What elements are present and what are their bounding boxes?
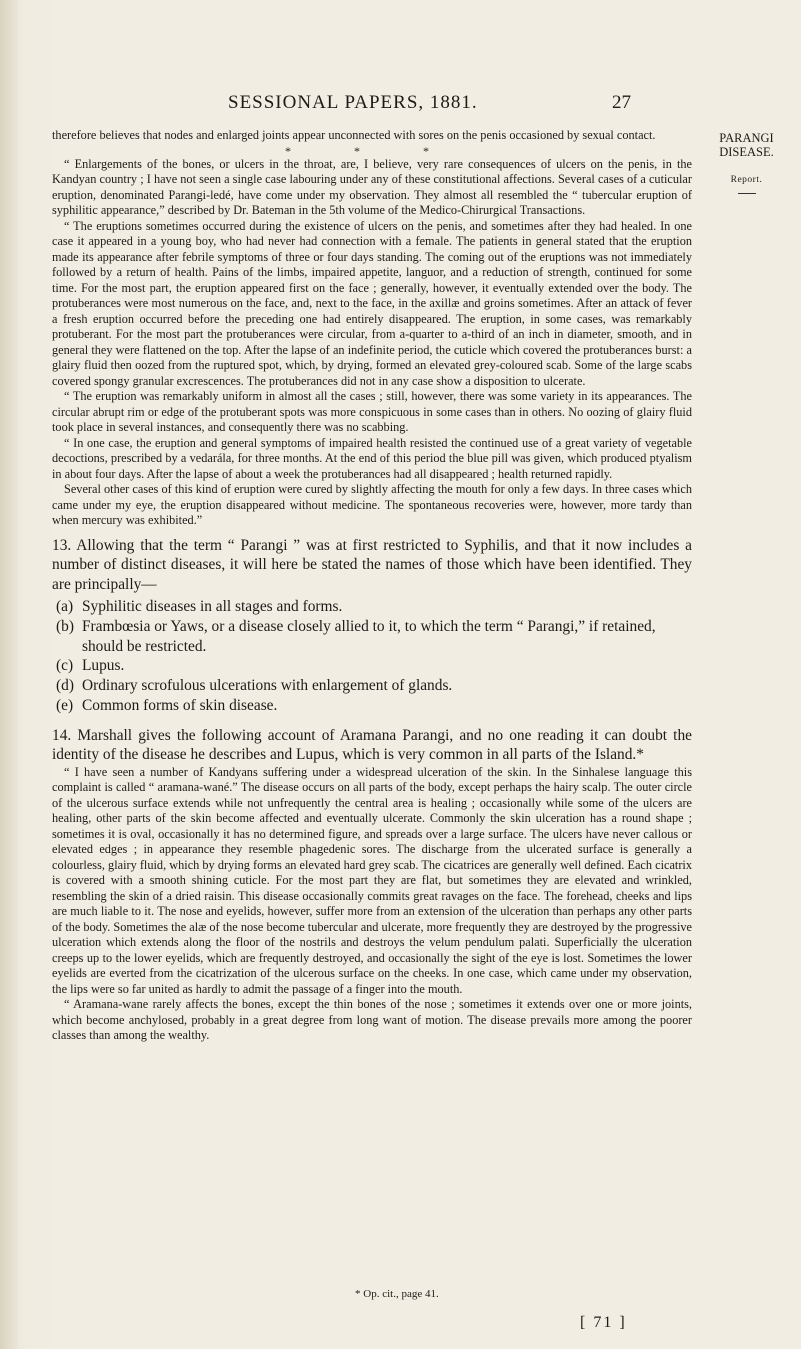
list-item: [56, 676, 692, 696]
list-item: [56, 597, 692, 617]
quote1-paragraph-1: therefore believes that nodes and enlarged joints appear unconnected with sores on the penis occasioned by sexual contact.: [52, 128, 656, 142]
list-item-text: Common forms of skin disease.: [82, 696, 278, 714]
section-14: [52, 726, 692, 765]
quote1-paragraph-4: “ The eruption was remarkably uniform in almost all the cases ; still, however, there was some variety in its appearances. The circular abrupt rim or edge of the protuberant spots was more conspicuous in some cases than in others. No oozing of glairy fluid took place in several instances, and consequently there was no scabbing.: [52, 389, 692, 434]
list-item-label: (a): [56, 598, 74, 615]
margin-note-line1: PARANGI: [719, 131, 774, 145]
list-item: [56, 696, 692, 716]
quote2-paragraph-1: “ I have seen a number of Kandyans suffering under a widespread ulceration of the skin. In the Sinhalese language this complaint is called “ aramana-wané.” The disease occurs on all parts of the body, except perhaps the hairy scalp. The outer circle of the ulcerous surface extends while not unfrequently the central area is healing ; occasionally while some of the ulcers are healing, other parts of the skin become affected and eventually ulcerate. Commonly the skin ulceration has a round shape ; sometimes it is oval, occasionally it has no determined figure, and spreads over a large surface. The ulcers have never callous or elevated edges ; in appearance they resemble phagedenic sores. The discharge from the ulcerated surface is generally a colourless, glairy fluid, which by drying forms an elevated hard grey scab. The cicatrices are generally well defined. Each cicatrix is covered with a smooth shining cuticle. For the most part they are flat, but sometimes they are elevated and wrinkled, resembling the skin of a dried raisin. This disease occasionally commits great ravages on the face. The forehead, cheeks and lips are much liable to it. The nose and eyelids, however, suffer more from an extension of the ulceration than perhaps any other parts of the body. Sometimes the alæ of the nose become tubercular and ulcerate, more frequently they are destroyed by the progressive ulceration which extends along the floor of the nostrils and destroys the velum pendulum palati. Superficially the ulceration creeps up to the lower eyelids, which are frequently destroyed, and occasionally the sight of the eye is lost. Sometimes the lower eyelids are everted from the cicatrization of the ulcerous surface on the cheeks. In one case, which came under my observation, the lips were so far united as hardly to admit the passage of a finger into the mouth.: [52, 764, 692, 996]
list-item: [56, 617, 692, 657]
list-item-text: Frambœsia or Yaws, or a disease closely allied to it, to which the term “ Parangi,” if retained, should be restricted.: [82, 617, 656, 655]
running-header: [0, 92, 801, 116]
binding-gutter: [0, 0, 18, 1349]
quote1-paragraph-3: “ The eruptions sometimes occurred during the existence of ulcers on the penis, and sometimes after they had healed. In one case it appeared in a young boy, who had never had connection with a female. The patients in general stated that the eruption made its appearance after febrile symptoms of three or four days standing. The coming out of the eruptions was not immediately followed by a return of health. Pains of the limbs, impaired appetite, languor, and a reduction of strength, continued for some time. For the most part, the eruption appeared first on the face ; generally, however, it eventually extended over the body. The protuberances were most numerous on the face, and, next to the face, in the axillæ and groins sometimes. After an attack of fever a fresh eruption occurred before the preceding one had entirely disappeared. The eruption, in some cases, was remarkably protuberant. For the most part the protuberances were circular, from a-quarter to a-third of an inch in diameter, smooth, and in general they were flattened on the top. After the lapse of an indefinite period, the cuticle which covered the protuberances burst: a glairy fluid then oozed from the ruptured spot, which, by drying, formed an elevated grey-coloured scab. Some of the large scabs covered spongy granular excrescences. The protuberances did not in any case show a disposition to ulcerate.: [52, 218, 692, 388]
quotation-block-1: [52, 128, 692, 529]
section-break-stars: * * *: [285, 143, 459, 158]
list-item: [56, 656, 692, 676]
margin-note-line2: DISEASE.: [719, 145, 774, 159]
margin-note-rule: [738, 193, 756, 194]
running-title: SESSIONAL PAPERS, 1881.: [228, 92, 478, 113]
list-item-label: (d): [56, 677, 74, 695]
disease-list: [56, 597, 692, 716]
quote1-paragraph-2: “ Enlargements of the bones, or ulcers in the throat, are, I believe, very rare consequences of ulcers on the penis, in the Kandyan country ; I have not seen a single case labouring under any of these constitutional affections. Several cases of a cuticular eruption, denominated Parangi-ledé, have come under my observation. They almost all resembled the “ tubercular eruption of syphilitic appearance,” described by Dr. Bateman in the 5th volume of the Medico-Chirurgical Transactions.: [52, 156, 692, 217]
margin-note-line3: Report.: [730, 175, 763, 185]
page-reference: [ 71 ]: [580, 1314, 627, 1331]
footnote: * Op. cit., page 41.: [355, 1288, 439, 1300]
list-item-text: Ordinary scrofulous ulcerations with enlargement of glands.: [82, 677, 453, 695]
list-item-text: Syphilitic diseases in all stages and forms.: [82, 598, 343, 615]
list-item-label: (c): [56, 657, 74, 675]
quotation-block-2: [52, 765, 692, 1044]
list-item-label: (e): [56, 696, 74, 714]
margin-note: [699, 131, 794, 194]
main-text-column: [52, 128, 692, 1044]
quote1-paragraph-6: Several other cases of this kind of eruption were cured by slightly affecting the mouth for only a few days. In three cases which came under my eye, the eruption disappeared without medicine. The spontaneous recoveries were, however, more tardy than when mercury was exhibited.”: [52, 482, 692, 527]
quote2-paragraph-2: “ Aramana-wane rarely affects the bones, except the thin bones of the nose ; sometimes it extends over one or more joints, which become anchylosed, probably in a great degree from long want of motion. The disease prevails more among the poorer classes than among the wealthy.: [52, 997, 692, 1043]
list-item-label: (b): [56, 617, 74, 635]
quote1-paragraph-5: “ In one case, the eruption and general symptoms of impaired health resisted the continued use of a great variety of vegetable decoctions, prescribed by a vedarála, for three months. At the end of this period the blue pill was given, which produced ptyalism in about four days. After the lapse of about a week the protuberances had all disappeared ; health returned rapidly.: [52, 435, 692, 481]
section-14-text: 14. Marshall gives the following account of Aramana Parangi, and no one reading it can doubt the identity of the disease he describes and Lupus, which is very common in all parts of the Island.*: [52, 726, 692, 764]
section-13-text: 13. Allowing that the term “ Parangi ” was at first restricted to Syphilis, and that it now includes a number of distinct diseases, it will here be stated the names of those which have been identified. They are principally—: [52, 536, 692, 593]
section-13: [52, 536, 692, 716]
list-item-text: Lupus.: [82, 657, 125, 675]
header-page-number: 27: [612, 92, 631, 113]
